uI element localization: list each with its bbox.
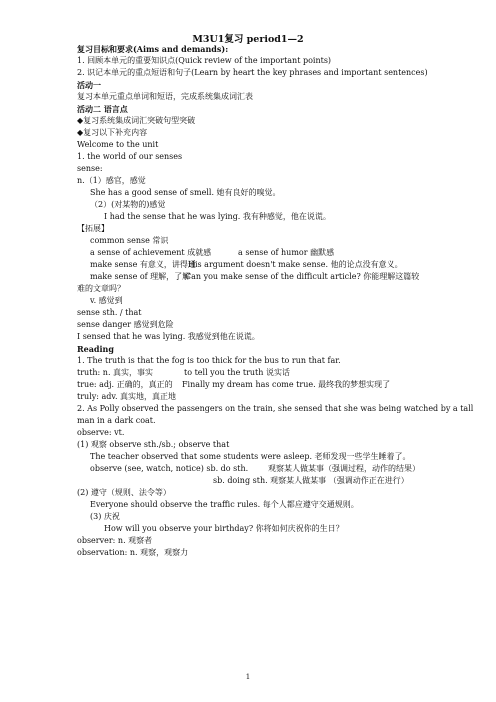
phrase-sense-danger: sense danger 感觉到危险 [77, 320, 174, 329]
page-number: 1 [245, 673, 251, 681]
aim-item-1: 1. 回顾本单元的重要知识点(Quick review of the important points) [77, 56, 332, 65]
phrase-row [90, 272, 430, 282]
word-truth: truth: n. 真实，事实 [77, 368, 154, 377]
example-sentence: His argument doesn't make sense. 他的论点没有意义。 [188, 260, 403, 269]
sense-verb: v. 感觉到 [90, 296, 123, 305]
bullet-item-1: ◆复习系统集成词汇突破句型突破 [77, 116, 196, 125]
phrase-1: 1. the world of our senses [77, 152, 183, 161]
reading-sentence-1: 1. The truth is that the fog is too thick for the bus to run that far. [77, 356, 341, 365]
phrase-make-sense: make sense 有意义，讲得通 [90, 260, 196, 269]
pattern-doing: sb. doing sth. 观察某人做某事 （强调动作正在进行） [213, 476, 409, 485]
extension-heading: 【拓展】 [77, 224, 109, 233]
welcome-heading: Welcome to the unit [77, 140, 159, 149]
word-observation: observation: n. 观察，观察力 [77, 548, 189, 557]
document-title: M3U1复习 period1—2 [192, 34, 304, 45]
word-observer: observer: n. 观察者 [77, 536, 153, 545]
activity-1-text: 复习本单元重点单词和短语，完成系统集成词汇表 [77, 92, 253, 101]
pattern-observe-do: observe (see, watch, notice) sb. do sth. [90, 464, 249, 473]
example-sentence: I sensed that he was lying. 我感觉到他在说谎。 [77, 332, 260, 341]
example-sentence: She has a good sense of smell. 她有良好的嗅觉。 [90, 188, 281, 197]
word-row [77, 368, 377, 378]
example-sentence: Finally my dream has come true. 最终我的梦想实现了 [182, 380, 391, 389]
example-sentence: How will you observe your birthday? 你将如何庆祝你的生日？ [104, 524, 344, 533]
pattern-note: 观察某人做某事（强调过程，动作的结果） [268, 464, 420, 473]
example-sentence: I had the sense that he was lying. 我有种感觉，他在说谎。 [104, 212, 331, 221]
phrase-make-sense-of: make sense of 理解，了解 [90, 272, 191, 281]
aims-heading: 复习目标和要求(Aims and demands): [77, 44, 229, 54]
word-sense: sense: [77, 164, 103, 173]
phrase-row [90, 260, 420, 270]
activity-2-heading: 活动二 语言点 [77, 104, 128, 114]
reading-sentence-2: 2. As Polly observed the passengers on the train, she sensed that she was being watched by a tall [77, 404, 474, 413]
sense-noun-1: n.（1）感官，感觉 [77, 176, 146, 185]
phrase-row [90, 248, 420, 258]
reading-sentence-2-cont: man in a dark coat. [77, 416, 156, 425]
reading-heading: Reading [77, 344, 114, 354]
aim-item-2: 2. 识记本单元的重点短语和句子(Learn by heart the key phrases and important sentences) [77, 68, 428, 77]
phrase-tell-truth: to tell you the truth 说实话 [184, 368, 290, 377]
sense-noun-2: （2）(对某物的)感觉 [90, 200, 166, 209]
example-continued: 难的文章吗？ [77, 284, 125, 293]
pattern: sense sth. / that [77, 308, 142, 317]
word-true: true: adj. 正确的，真正的 [77, 380, 173, 389]
example-sentence: Can you make sense of the difficult article? 你能理解这篇较 [185, 272, 420, 281]
observe-meaning-3: (3) 庆祝 [90, 512, 120, 521]
phrase-humor: a sense of humor 幽默感 [238, 248, 335, 257]
pattern-row [90, 464, 450, 474]
phrase-common-sense: common sense 常识 [90, 236, 169, 245]
activity-1-heading: 活动一 [77, 80, 101, 90]
bullet-item-2: ◆复习以下补充内容 [77, 128, 148, 137]
example-sentence: The teacher observed that some students were asleep. 老师发现一些学生睡着了。 [90, 452, 411, 461]
observe-meaning-1: (1) 观察 observe sth./sb.; observe that [77, 440, 230, 449]
word-truly: truly: adv. 真实地，真正地 [77, 392, 177, 401]
phrase-achievement: a sense of achievement 成就感 [90, 248, 212, 257]
word-row [77, 380, 437, 390]
observe-meaning-2: (2) 遵守（规则、法令等） [77, 488, 171, 497]
example-sentence: Everyone should observe the traffic rules. 每个人都应遵守交通规则。 [90, 500, 359, 509]
word-observe: observe: vt. [77, 428, 125, 437]
